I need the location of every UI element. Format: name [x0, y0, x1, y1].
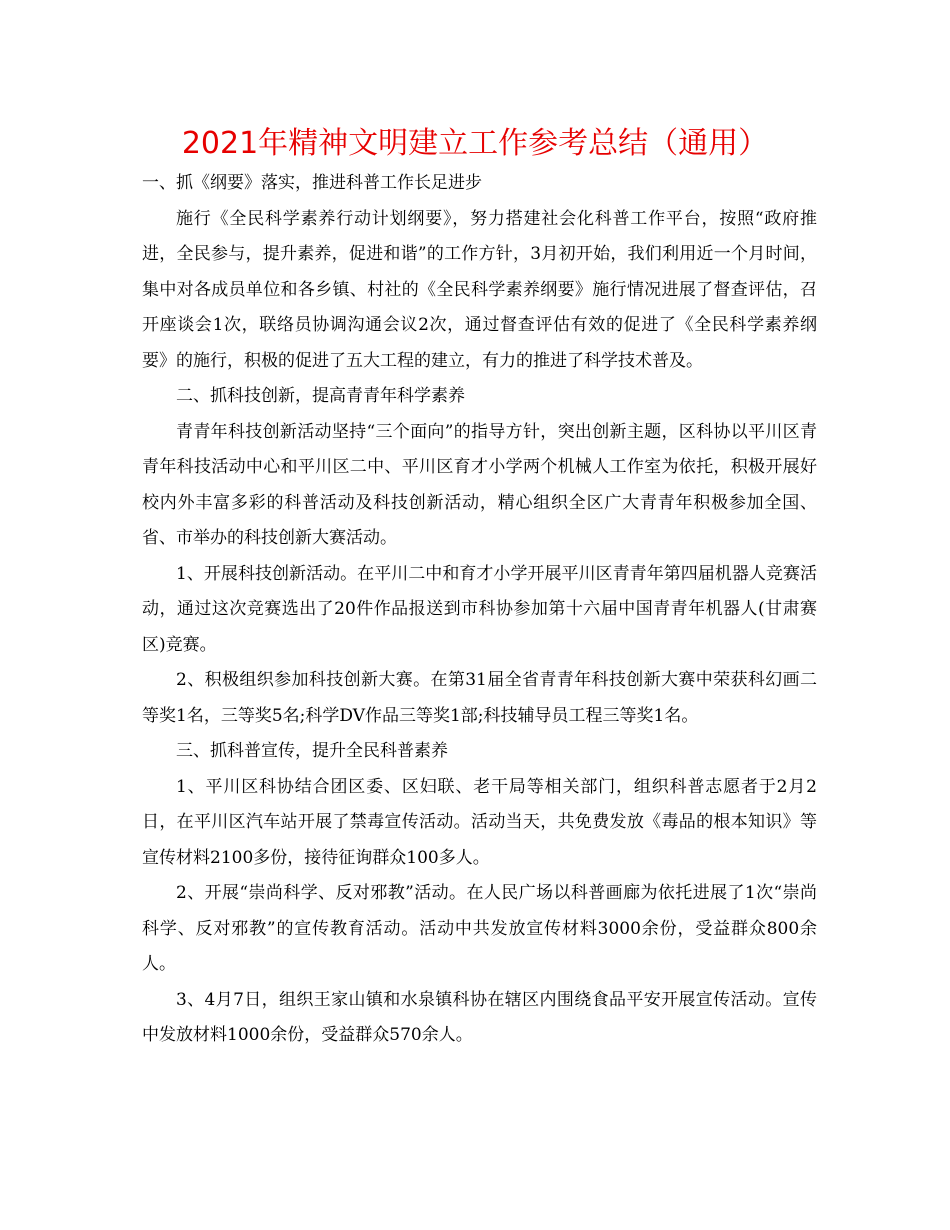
paragraph: 3、4月7日，组织王家山镇和水泉镇科协在辖区内围绕食品平安开展宣传活动。宣传中发放材料1000余份，受益群众570余人。: [142, 989, 817, 1045]
section-heading-1: 一、抓《纲要》落实，推进科普工作长足进步: [142, 173, 482, 193]
section-heading-3: 三、抓科普宣传，提升全民科普素养: [176, 741, 448, 761]
paragraph: 1、开展科技创新活动。在平川二中和育才小学开展平川区青青年第四届机器人竞赛活动，通过这次竞赛选出了20件作品报送到市科协参加第十六届中国青青年机器人(甘肃赛区)竞赛。: [142, 563, 817, 655]
document-title: 2021年精神文明建立工作参考总结（通用）: [181, 126, 769, 161]
paragraph: 施行《全民科学素养行动计划纲要》，努力搭建社会化科普工作平台，按照“政府推进，全民参与，提升素养，促进和谐”的工作方针，3月初开始，我们利用近一个月时间，集中对各成员单位和各乡镇、村社的《全民科学素养纲要》施行情况进展了督查评估，召开座谈会1次，联络员协调沟通会议2次，通过督查评估有效的促进了《全民科学素养纲要》的施行，积极的促进了五大工程的建立，有力的推进了科学技术普及。: [142, 208, 817, 371]
paragraph: 1、平川区科协结合团区委、区妇联、老干局等相关部门，组织科普志愿者于2月2日，在平川区汽车站开展了禁毒宣传活动。活动当天，共免费发放《毒品的根本知识》等宣传材料2100多份，接待征询群众100多人。: [142, 776, 817, 868]
paragraph: 2、开展“崇尚科学、反对邪教”活动。在人民广场以科普画廊为依托进展了1次“崇尚科学、反对邪教”的宣传教育活动。活动中共发放宣传材料3000余份，受益群众800余人。: [142, 883, 817, 974]
paragraph: 2、积极组织参加科技创新大赛。在第31届全省青青年科技创新大赛中荣获科幻画二等奖1名，三等奖5名;科学DV作品三等奖1部;科技辅导员工程三等奖1名。: [142, 670, 817, 726]
section-heading-2: 二、抓科技创新，提高青青年科学素养: [176, 386, 465, 406]
paragraph: 青青年科技创新活动坚持“三个面向”的指导方针，突出创新主题，区科协以平川区青青年科技活动中心和平川区二中、平川区育才小学两个机械人工作室为依托，积极开展好校内外丰富多彩的科普活动及科技创新活动，精心组织全区广大青青年积极参加全国、省、市举办的科技创新大赛活动。: [142, 421, 817, 548]
document-body: [142, 166, 817, 1054]
